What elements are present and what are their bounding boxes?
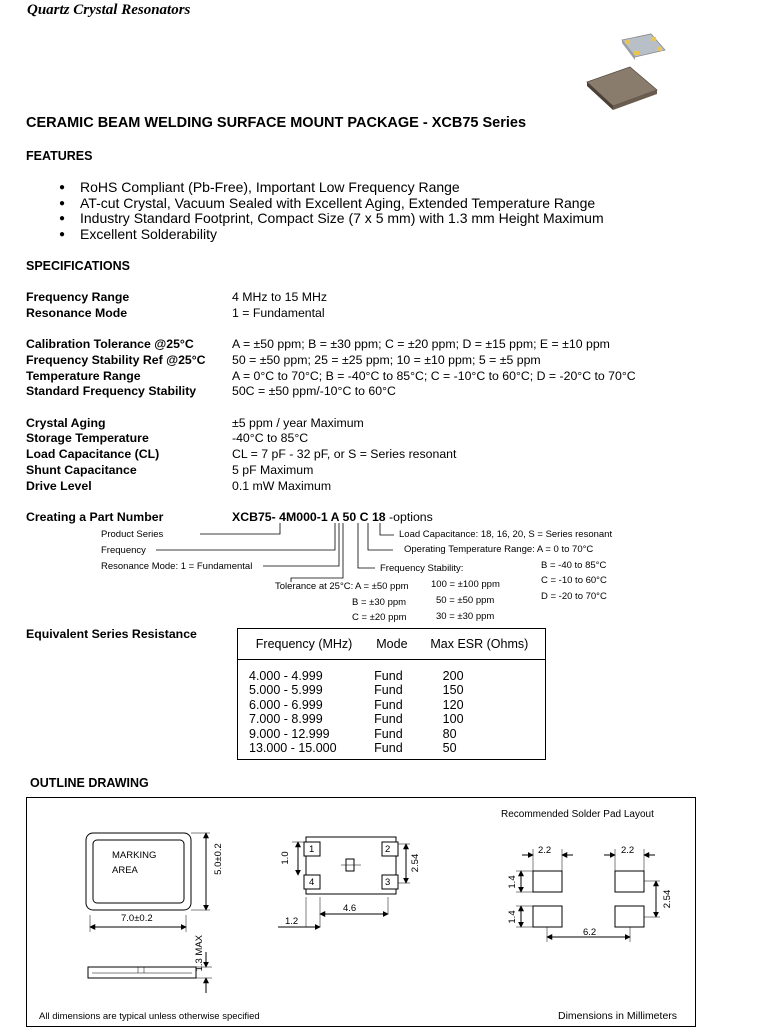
spec-value: 50C = ±50 ppm/-10°C to 60°C bbox=[232, 384, 396, 398]
outline-drawing bbox=[26, 797, 696, 1027]
pn-stability: 50 bbox=[342, 510, 357, 524]
marking-text: MARKING bbox=[112, 850, 157, 861]
dim-thickness: 1.3 MAX bbox=[194, 935, 205, 972]
table-row: 6.000 - 6.999 Fund 120 bbox=[249, 697, 464, 712]
solder-pad bbox=[533, 871, 562, 892]
pn-stability-value: 30 = ±30 ppm bbox=[436, 611, 495, 622]
table-row: 9.000 - 12.999 Fund 80 bbox=[249, 726, 457, 741]
table-row: 5.000 - 5.999 Fund 150 bbox=[249, 683, 464, 698]
dim-pad-h: 1.4 bbox=[507, 875, 518, 889]
outline-heading: OUTLINE DRAWING bbox=[30, 776, 149, 790]
footnote-left: All dimensions are typical unless otherwise specified bbox=[39, 1011, 260, 1022]
pn-temperature-label: Operating Temperature Range: A = 0 to 70°C bbox=[404, 544, 594, 555]
pn-temperature-value: B = -40 to 85°C bbox=[541, 560, 607, 571]
pn-temperature: C bbox=[359, 510, 369, 524]
table-row: 13.000 - 15.000 Fund 50 bbox=[249, 741, 457, 756]
spec-value: 50 = ±50 ppm; 25 = ±25 ppm; 10 = ±10 ppm; 5 = ±5 ppm bbox=[232, 353, 541, 367]
spec-value: 5 pF Maximum bbox=[232, 463, 314, 477]
package-outer bbox=[86, 833, 191, 910]
pn-frequency: Frequency bbox=[101, 545, 146, 556]
product-photo bbox=[585, 30, 675, 112]
small-crystal-pad bbox=[625, 40, 630, 44]
spec-value: 4 MHz to 15 MHz bbox=[232, 290, 327, 304]
pn-tolerance-label: Tolerance at 25°C: bbox=[275, 581, 354, 592]
feature-item: ● RoHS Compliant (Pb-Free), Important Low Frequency Range bbox=[80, 180, 604, 196]
specifications-heading: SPECIFICATIONS bbox=[26, 259, 130, 273]
esr-col-mode: Mode bbox=[370, 629, 414, 660]
spec-label: Temperature Range bbox=[26, 369, 141, 383]
page-title: CERAMIC BEAM WELDING SURFACE MOUNT PACKAGE - XCB75 Series bbox=[26, 115, 527, 131]
pn-temperature-value: D = -20 to 70°C bbox=[541, 591, 607, 602]
footnote-right: Dimensions in Millimeters bbox=[558, 1010, 678, 1022]
spec-label: Load Capacitance (CL) bbox=[26, 447, 160, 461]
spec-value: 1 = Fundamental bbox=[232, 306, 325, 320]
spec-label: Standard Frequency Stability bbox=[26, 384, 197, 398]
pn-stability-value: 50 = ±50 ppm bbox=[436, 595, 495, 606]
table-row: 7.000 - 8.999 Fund 100 bbox=[249, 712, 464, 727]
document-header: Quartz Crystal Resonators bbox=[27, 2, 191, 18]
spec-label: Drive Level bbox=[26, 479, 92, 493]
spec-value: -40°C to 85°C bbox=[232, 431, 309, 445]
spec-value: A = ±50 ppm; B = ±30 ppm; C = ±20 ppm; D = ±15 ppm; E = ±10 ppm bbox=[232, 337, 610, 351]
dim-pad-gap-x: 6.2 bbox=[583, 927, 597, 938]
dim-pin-w: 1.2 bbox=[285, 916, 299, 927]
solder-pad bbox=[533, 906, 562, 927]
small-crystal-pad bbox=[657, 47, 662, 51]
table-row: 4.000 - 4.999 Fund 200 bbox=[249, 669, 464, 683]
dim-pad-w: 2.2 bbox=[621, 845, 635, 856]
pn-product-series: Product Series bbox=[101, 529, 164, 540]
pn-tolerance-value: A = ±50 ppm bbox=[355, 581, 409, 592]
features-list bbox=[80, 180, 604, 242]
esr-col-frequency: Frequency (MHz) bbox=[238, 629, 371, 660]
package-side-view bbox=[88, 967, 196, 978]
spec-label: Calibration Tolerance @25°C bbox=[26, 337, 194, 351]
dim-pad-h: 1.4 bbox=[507, 910, 518, 924]
spec-label: Storage Temperature bbox=[26, 431, 149, 445]
solder-pad bbox=[615, 906, 644, 927]
pn-load-capacitance: Load Capacitance: 18, 16, 20, S = Series resonant bbox=[399, 529, 613, 540]
spec-label: Frequency Stability Ref @25°C bbox=[26, 353, 206, 367]
pn-load: 18 bbox=[371, 510, 386, 524]
dim-width: 7.0±0.2 bbox=[121, 913, 153, 924]
spec-value: CL = 7 pF - 32 pF, or S = Series resonant bbox=[232, 447, 457, 461]
spec-label: Crystal Aging bbox=[26, 416, 106, 430]
pn-stability-value: 100 = ±100 ppm bbox=[431, 579, 500, 590]
dim-pin-v: 2.54 bbox=[410, 853, 421, 873]
large-crystal-top bbox=[587, 67, 657, 106]
dim-pin-span: 4.6 bbox=[343, 903, 357, 914]
small-crystal-top bbox=[622, 34, 665, 57]
dim-pad-gap-y: 2.54 bbox=[662, 889, 673, 909]
solder-pad bbox=[615, 871, 644, 892]
pin-label: 2 bbox=[385, 844, 391, 855]
small-crystal-pad bbox=[634, 51, 639, 55]
esr-col-esr: Max ESR (Ohms) bbox=[414, 629, 546, 660]
dim-height: 5.0±0.2 bbox=[213, 843, 224, 875]
spec-value: ±5 ppm / year Maximum bbox=[232, 416, 364, 430]
esr-table bbox=[237, 628, 546, 760]
spec-label: Resonance Mode bbox=[26, 306, 128, 320]
pin-label: 3 bbox=[385, 877, 391, 888]
dim-pin-h: 1.0 bbox=[280, 851, 291, 865]
pn-tolerance-value: C = ±20 ppm bbox=[352, 612, 407, 623]
esr-heading: Equivalent Series Resistance bbox=[26, 627, 197, 641]
marking-text: AREA bbox=[112, 865, 138, 876]
spec-value: A = 0°C to 70°C; B = -40°C to 85°C; C = -10°C to 60°C; D = -20°C to 70°C bbox=[232, 369, 636, 383]
pin-label: 4 bbox=[309, 877, 315, 888]
feature-item: ● AT-cut Crystal, Vacuum Sealed with Excellent Aging, Extended Temperature Range bbox=[80, 196, 604, 212]
part-number-label: Creating a Part Number bbox=[26, 510, 164, 524]
solder-pad-label: Recommended Solder Pad Layout bbox=[501, 809, 654, 820]
spec-label: Shunt Capacitance bbox=[26, 463, 137, 477]
feature-item: ● Industry Standard Footprint, Compact Size (7 x 5 mm) with 1.3 mm Height Maximum bbox=[80, 211, 604, 227]
dim-pad-w: 2.2 bbox=[538, 845, 552, 856]
spec-value: 0.1 mW Maximum bbox=[232, 479, 332, 493]
spec-label: Frequency Range bbox=[26, 290, 130, 304]
pin-label: 1 bbox=[309, 844, 315, 855]
pn-tolerance: A bbox=[330, 510, 340, 524]
pn-temperature-value: C = -10 to 60°C bbox=[541, 575, 607, 586]
pn-stability-label: Frequency Stability: bbox=[380, 563, 464, 574]
pn-tolerance-value: B = ±30 ppm bbox=[352, 597, 407, 608]
features-heading: FEATURES bbox=[26, 149, 93, 163]
feature-item: ● Excellent Solderability bbox=[80, 227, 604, 243]
pn-resonance-mode: Resonance Mode: 1 = Fundamental bbox=[101, 561, 253, 572]
pn-base: XCB75- 4M000-1 bbox=[232, 510, 328, 524]
small-crystal-pad bbox=[651, 37, 656, 41]
pn-options: -options bbox=[389, 510, 433, 524]
